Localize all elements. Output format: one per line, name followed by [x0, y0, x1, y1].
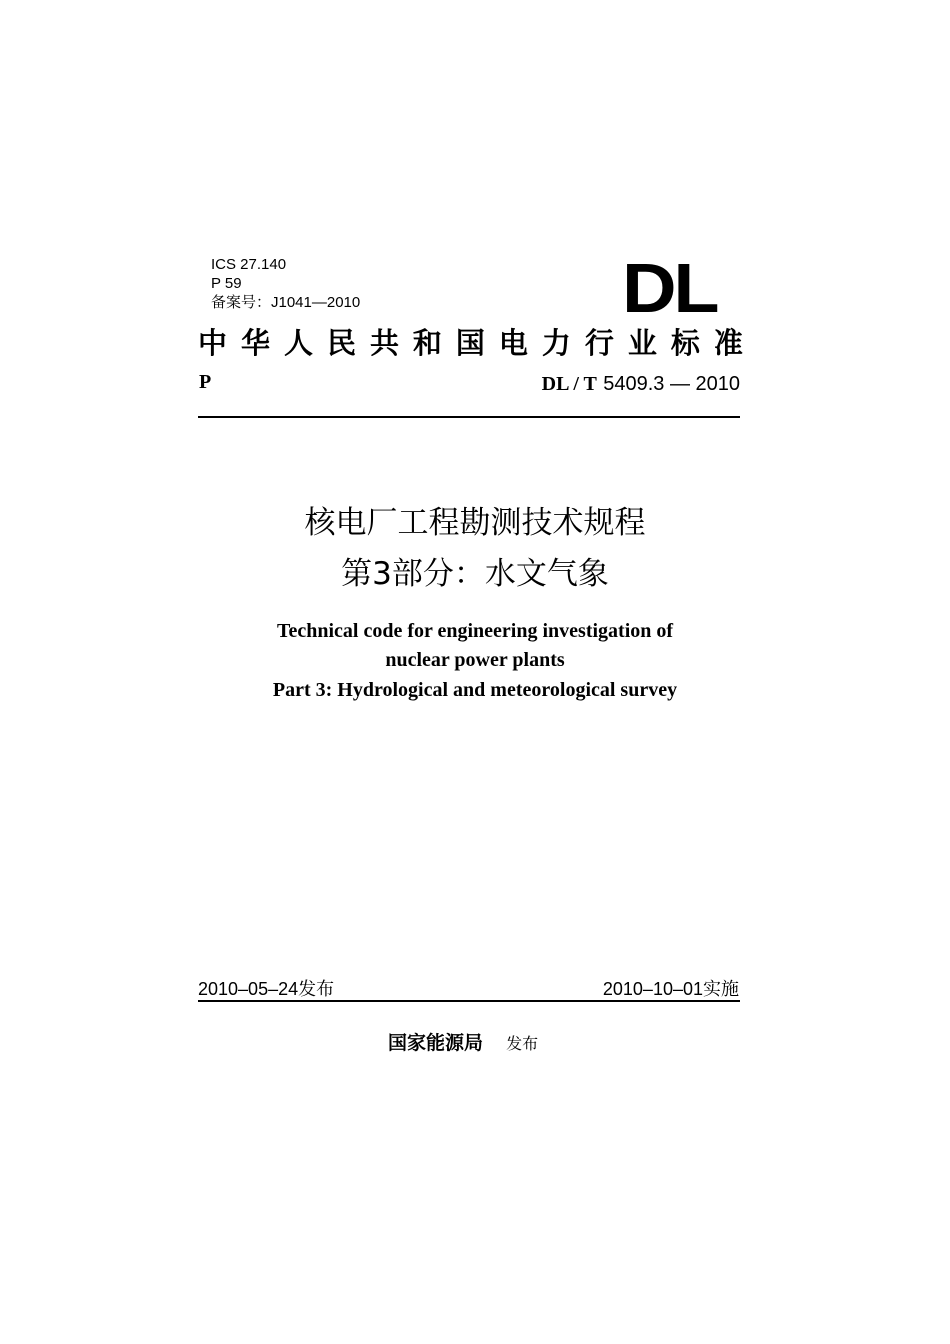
ics-code: ICS 27.140 — [211, 256, 287, 273]
category-char: 业 — [627, 326, 657, 360]
dl-logo: DL — [622, 249, 717, 327]
standard-code-prefix: DL / T — [541, 373, 597, 395]
title-en-line1: Technical code for engineering investigation of — [276, 620, 674, 642]
category-char: 行 — [584, 326, 614, 360]
category-char: 准 — [713, 326, 743, 360]
standard-category — [198, 325, 743, 361]
publisher — [388, 1028, 538, 1055]
standard-code-number: 5409.3 — 2010 — [603, 373, 740, 395]
category-char: 标 — [670, 326, 700, 360]
classification-block — [211, 255, 360, 312]
implementation-date: 2010–10–01实施 — [602, 979, 739, 999]
category-char: 民 — [326, 326, 356, 360]
category-char: 华 — [240, 326, 270, 360]
category-char: 中 — [198, 326, 228, 360]
title-en-line3: Part 3: Hydrological and meteorological survey — [272, 679, 678, 701]
category-char: 电 — [498, 326, 528, 360]
publisher-action: 发布 — [506, 1034, 539, 1053]
bottom-divider — [198, 1000, 740, 1002]
category-char: 人 — [283, 326, 313, 360]
issue-date: 2010–05–24发布 — [198, 979, 335, 999]
category-char: 力 — [541, 326, 571, 360]
record-number: 备案号：J1041—2010 — [211, 294, 361, 311]
category-char: 和 — [412, 326, 442, 360]
category-char: 共 — [369, 326, 399, 360]
p-code: P 59 — [211, 275, 242, 292]
title-cn-line2: 第3部分：水文气象 — [341, 556, 609, 592]
category-char: 国 — [455, 326, 485, 360]
top-divider — [198, 416, 740, 418]
class-letter: P — [199, 371, 212, 393]
publisher-org: 国家能源局 — [388, 1032, 484, 1054]
title-en-line2: nuclear power plants — [385, 649, 565, 671]
title-cn-line1: 核电厂工程勘测技术规程 — [304, 505, 646, 541]
standard-number — [542, 371, 740, 396]
